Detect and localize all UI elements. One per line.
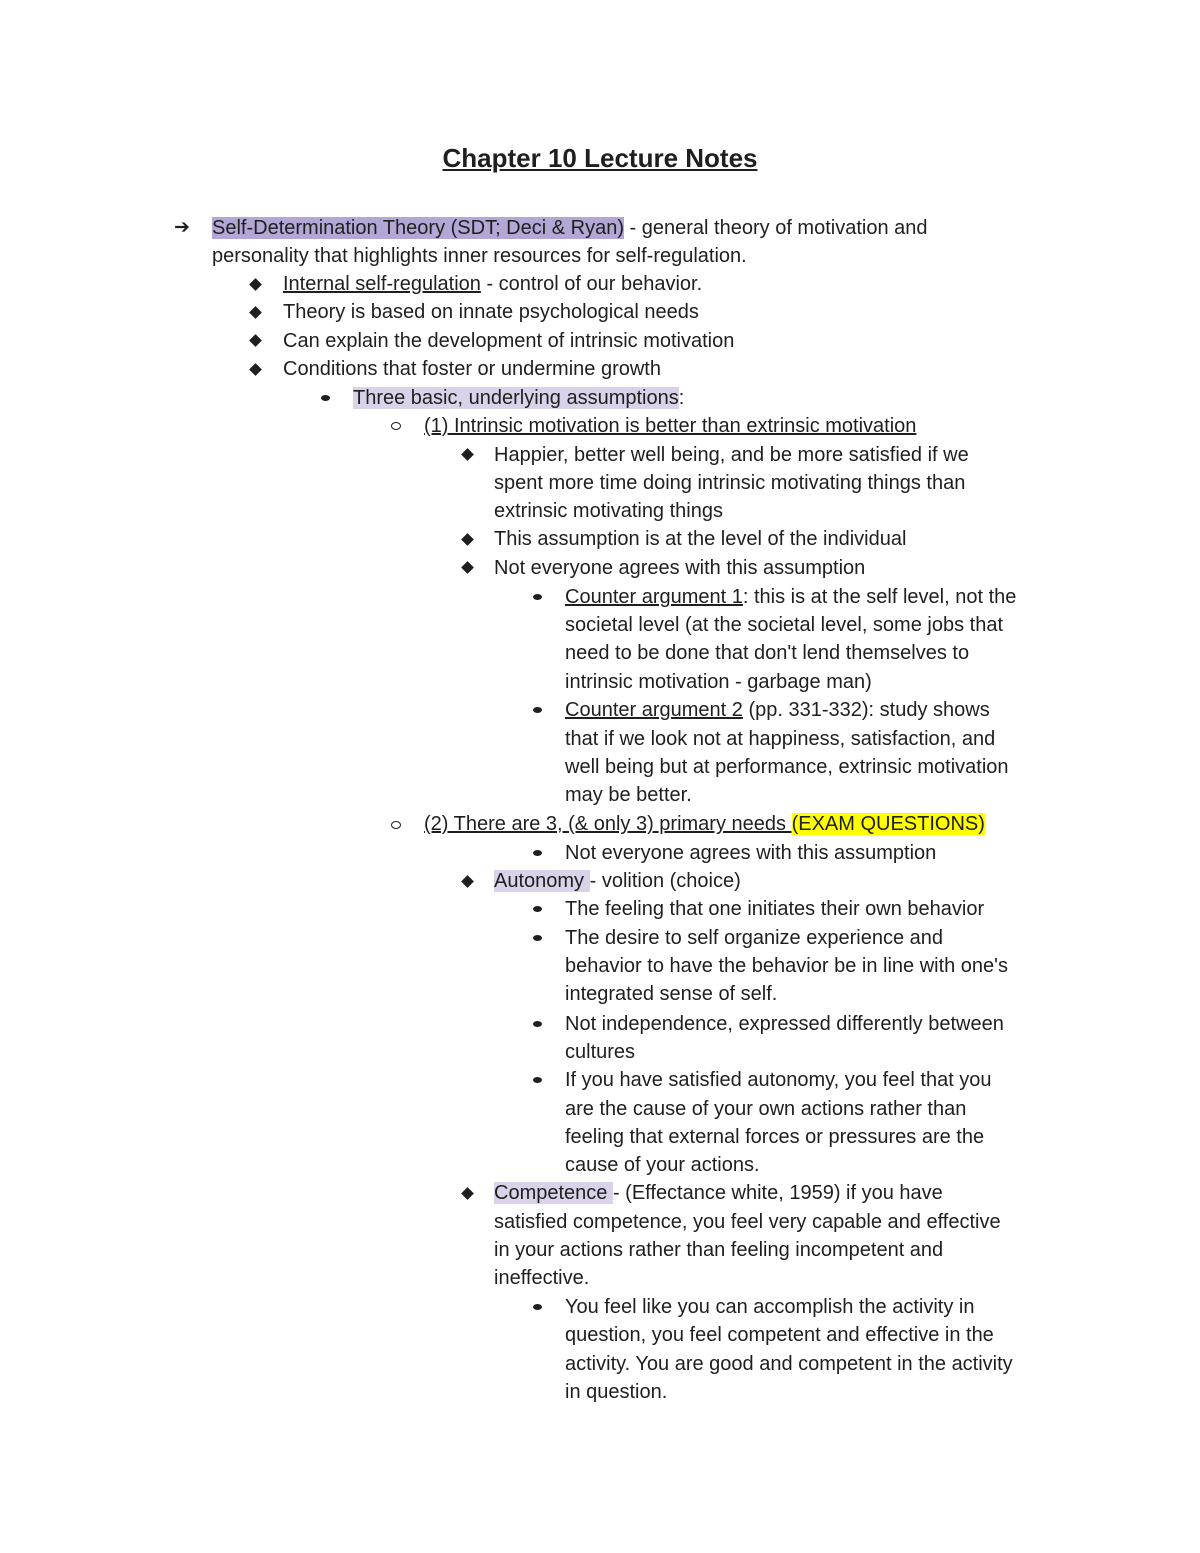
sdt-def-line1: - general theory of motivation and [624,216,928,239]
counter-argument-label: Counter argument 2 [565,699,743,722]
list-item-text: well being but at performance, extrinsic motivation [565,755,1009,778]
list-item-text: need to be done that don't lend themselves to [565,642,970,665]
list-item-text: are the cause of your own actions rather than [565,1097,967,1120]
list-item-text: cause of your actions. [565,1154,760,1177]
exam-questions-highlight: (EXAM QUESTIONS) [791,813,985,836]
list-item-text: - (Effectance white, 1959) if you have [612,1182,943,1205]
list-item-text: extrinsic motivating things [494,500,723,523]
assumption-1: (1) Intrinsic motivation is better than extrinsic motivation [424,415,917,438]
list-item: Not everyone agrees with this assumption [494,556,866,579]
list-item: This assumption is at the level of the individual [494,528,907,551]
dot-bullet-icon [527,1293,547,1321]
internal-self-regulation-term: Internal self-regulation [283,273,481,296]
list-item: Not everyone agrees with this assumption [565,841,937,864]
dot-bullet-icon [527,1066,547,1094]
dot-bullet-icon [527,696,547,724]
list-item-text: behavior to have the behavior be in line with one's [565,954,1008,977]
list-item-text: activity. You are good and competent in the activity [565,1352,1013,1375]
dot-bullet-icon [527,839,547,867]
list-item-text: : this is at the self level, not the [742,585,1017,608]
list-item-text: question, you feel competent and effective in the [565,1324,994,1347]
autonomy-term: Autonomy [494,870,590,892]
list-item-text: that if we look not at happiness, satisfaction, and [565,727,996,750]
list-item [283,270,702,298]
list-item-text: in your actions rather than feeling incompetent and [494,1238,944,1261]
list-item: Theory is based on innate psychological needs [283,301,699,324]
assumptions-heading [353,384,684,412]
list-item-text: You feel like you can accomplish the activity in [565,1296,975,1319]
list-item-text: ineffective. [494,1267,590,1290]
list-item: Can explain the development of intrinsic motivation [283,329,735,352]
list-item: The feeling that one initiates their own behavior [565,898,985,921]
list-item-text: may be better. [565,784,692,807]
list-item [565,1066,1085,1179]
list-item [565,924,1085,1009]
autonomy-item [494,867,741,895]
list-item-text: Happier, better well being, and be more satisfied if we [494,443,969,466]
diamond-bullet-icon [245,355,265,383]
circle-bullet-icon [386,412,406,440]
list-item-text: - volition (choice) [589,870,741,892]
counter-argument-label: Counter argument 1 [565,585,743,608]
diamond-bullet-icon [457,1179,477,1207]
list-item-text: Not independence, expressed differently between [565,1012,1004,1035]
list-item-text: (pp. 331-332): study shows [742,699,990,722]
sdt-term: Self-Determination Theory (SDT; Deci & Ryan) [212,216,624,239]
arrow-bullet-icon: ➔ [174,217,190,239]
competence-term: Competence [494,1182,613,1205]
list-item-text: societal level (at the societal level, some jobs that [565,614,1003,637]
diamond-bullet-icon [245,327,265,355]
diamond-bullet-icon [457,554,477,582]
circle-bullet-icon [386,810,406,838]
dot-bullet-icon [527,1010,547,1038]
assumptions-label: Three basic, underlying assumptions [353,386,679,409]
list-item-text: The desire to self organize experience and [565,926,944,949]
diamond-bullet-icon [245,270,265,298]
sdt-def-line2: personality that highlights inner resources for self-regulation. [212,244,747,267]
diamond-bullet-icon [245,298,265,326]
diamond-bullet-icon [457,867,477,895]
diamond-bullet-icon [457,525,477,553]
counter-argument-1 [565,583,1085,696]
dot-bullet-icon [315,384,335,412]
list-item-text: satisfied competence, you feel very capable and effective [494,1210,1001,1233]
list-item [565,1293,1085,1406]
assumption-2 [424,810,985,838]
dot-bullet-icon [527,924,547,952]
sdt-definition [212,214,1012,271]
list-item-text: integrated sense of self. [565,983,778,1006]
assumptions-colon: : [678,386,685,409]
list-item [565,1010,1085,1067]
dot-bullet-icon [527,583,547,611]
document-title: Chapter 10 Lecture Notes [442,143,758,173]
dot-bullet-icon [527,895,547,923]
list-item-text: - control of our behavior. [480,273,703,296]
list-item [494,441,1054,526]
list-item-text: If you have satisfied autonomy, you feel that you [565,1069,992,1092]
list-item-text: in question. [565,1381,668,1404]
list-item-text: cultures [565,1040,636,1063]
list-item-text: spent more time doing intrinsic motivating things than [494,471,966,494]
list-item-text: feeling that external forces or pressures are the [565,1125,985,1148]
list-item-text: intrinsic motivation - garbage man) [565,670,872,693]
diamond-bullet-icon [457,441,477,469]
list-item: Conditions that foster or undermine growth [283,358,661,380]
competence-item [494,1179,1094,1292]
counter-argument-2 [565,696,1085,809]
assumption-2-text: (2) There are 3, (& only 3) primary needs [424,813,792,836]
